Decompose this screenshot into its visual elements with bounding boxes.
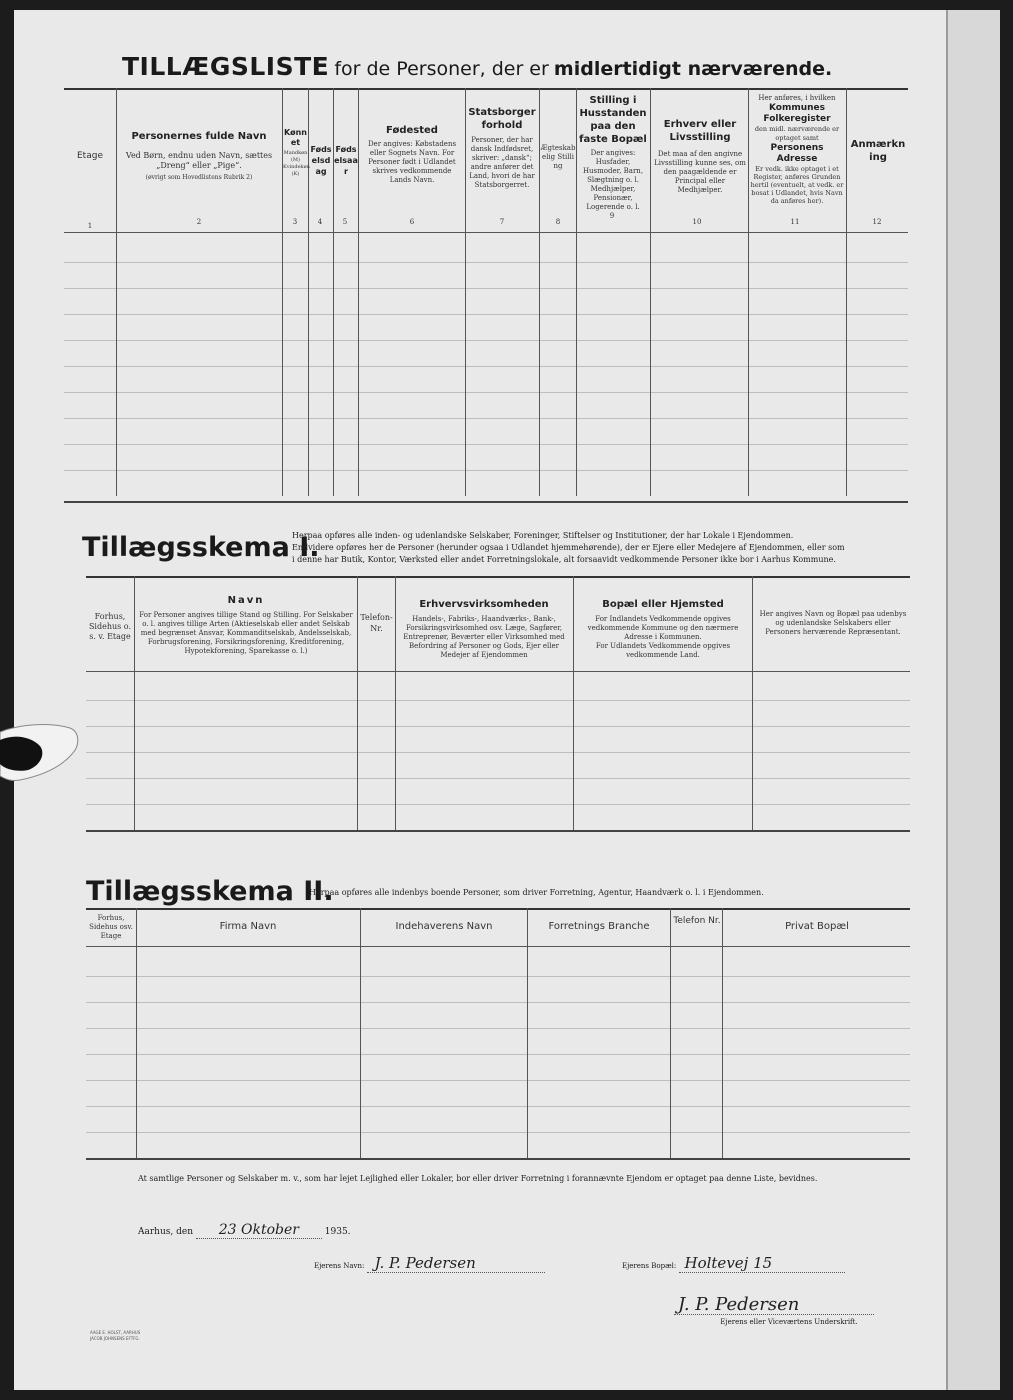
- col-number: 2: [196, 218, 202, 226]
- census-form-page: [14, 10, 946, 1390]
- s2-header-branche: Forretnings Branche: [548, 921, 650, 932]
- owner-address-label: Ejerens Bopæl:: [622, 1262, 677, 1270]
- date-handwritten: 23 Oktober: [196, 1222, 322, 1239]
- header-etage: Etage: [77, 151, 103, 161]
- header-statsborger: Statsborgerforhold Personer, der har dansk Indfødsret, skriver: „dansk“; andre anfører det Land, hvori de har Statsborgerret.: [468, 107, 536, 189]
- printer-imprint: AAGE E. HOLST, AARHUS JACOB JOHNSENS EFTFG.: [90, 1330, 141, 1341]
- col-number: 6: [409, 218, 415, 226]
- tillaegsliste-title: [122, 52, 922, 81]
- skema2-intro: Herpaa opføres alle indenbys boende Personer, som driver Forretning, Agentur, Haandværk o. l. i Ejendommen.: [309, 888, 764, 897]
- title-rest-bold: midlertidigt nærværende.: [553, 58, 833, 80]
- header-konnet: Kønnet Mandkøn (M) Kvindekøn (K): [283, 128, 310, 177]
- skema1-table: [86, 576, 910, 832]
- s2-header-telefon: Telefon Nr.: [673, 916, 721, 926]
- s2-header-forhus: Forhus, Sidehus osv. Etage: [89, 914, 133, 940]
- header-fodselsaar: Fødselsaar: [334, 145, 358, 176]
- header-fodested: Fødested Der angives: Købstadens eller Sognets Navn. For Personer født i Udlandet skrives vedkommende Lands Navn.: [367, 125, 457, 184]
- adjacent-page-edge: [946, 10, 1000, 1390]
- owner-name-label: Ejerens Navn:: [314, 1262, 365, 1270]
- s1-header-telefon: Telefon-Nr.: [360, 613, 393, 633]
- signature-label: Ejerens eller Viceværtens Underskrift.: [720, 1318, 858, 1326]
- attestation-statement: At samtlige Personer og Selskaber m. v., som har lejet Lejlighed eller Lokaler, bor eller driver Forretning i forannævnte Ejendom er optaget paa denne Liste, bevidnes.: [138, 1174, 818, 1183]
- s1-header-bopael: Bopæl eller Hjemsted For Indlandets Vedkommende opgives vedkommende Kommune og den nærmere Adresse i Kommunen. For Udlandets Vedkommende opgives vedkommende Land.: [587, 599, 739, 659]
- header-erhverv: Erhverv eller Livsstilling Det maa af den angivne Livsstilling kunne ses, om den paagældende er Principal eller Medhjælper.: [654, 119, 746, 194]
- s1-header-forhus: Forhus, Sidehus o. s. v. Etage: [88, 612, 132, 641]
- s2-header-firma: Firma Navn: [219, 921, 277, 932]
- s1-header-navn: Navn For Personer angives tillige Stand og Stilling. For Selskaber o. l. angives tillige Arten (Aktieselskab eller andet Selskab med begrænset Ansvar, Kommanditselskab, Andelsselskab, Forbrugsforening, Forsikringsforening, Kreditforening, Hypotekforening, Sparekasse o. l.): [139, 595, 353, 655]
- col-number: 10: [692, 218, 702, 226]
- year: 1935.: [324, 1227, 351, 1237]
- header-navn: Personernes fulde Navn Ved Børn, endnu uden Navn, sættes „Dreng“ eller „Pige“. (øvrigt som Hovedlistens Rubrik 2): [125, 131, 273, 181]
- owner-address-value: Holtevej 15: [679, 1254, 845, 1273]
- title-main: TILLÆGSLISTE: [122, 52, 330, 81]
- date-line: [138, 1222, 398, 1242]
- header-fodselsdag: Fødselsdag: [310, 145, 332, 176]
- s1-header-erhverv: Erhvervsvirksomheden Handels-, Fabriks-, Haandværks-, Bank-, Forsikringsvirksomhed osv. Læge, Sagfører, Entreprenør, Beværter eller Virksomhed med Befordring af Personer og Gods, Ejer eller Medejer af Ejendommen: [403, 599, 565, 659]
- col-number: 1: [87, 222, 93, 230]
- col-number: 5: [342, 218, 348, 226]
- skema2-table: [86, 908, 910, 1160]
- col-number: 12: [872, 218, 882, 226]
- skema1-intro: Herpaa opføres alle inden- og udenlandske Selskaber, Foreninger, Stiftelser og Institutioner, der har Lokale i Ejendommen. Endvidere opføres her de Personer (herunder ogsaa i Udlandet hjemmehørende), der er Ejere eller Medejere af Ejendommen, eller som i denne har Butik, Kontor, Værksted eller andet Forretningslokale, alt forsaavidt vedkommende Personer ikke bor i Aarhus Kommune.: [292, 531, 845, 564]
- col-number: 9: [609, 212, 615, 220]
- signature: J. P. Pedersen: [678, 1294, 800, 1315]
- col-number: 7: [499, 218, 505, 226]
- col-number: 11: [790, 218, 800, 226]
- col-number: 8: [555, 218, 561, 226]
- binder-clip-icon: [0, 720, 80, 790]
- title-rest: for de Personer, der er: [334, 58, 549, 80]
- header-aegteskabelig: Ægteskabelig Stilling: [540, 144, 576, 170]
- header-stilling: Stilling i Husstanden paa den faste Bopæl Der angives: Husfader, Husmoder, Barn, Slægtning o. l. Medhjælper, Pensionær, Logerende o. l.: [579, 95, 647, 211]
- col-number: 4: [317, 218, 323, 226]
- skema1-title: Tillægsskema I.: [82, 532, 320, 563]
- header-kommune: Her anføres, i hvilken Kommunes Folkeregister den midl. nærværende er optaget samt Personens Adresse Er vedk. ikke optaget i et Register, anføres Grunden hertil (eventuelt, at vedk. er bosat i Udlandet, hvis Navn da anføres her).: [750, 94, 844, 205]
- s2-header-bopael: Privat Bopæl: [785, 921, 849, 932]
- tillaegsliste-table: [64, 88, 908, 508]
- skema2-title: Tillægsskema II.: [86, 876, 334, 907]
- owner-name-value: J. P. Pedersen: [367, 1254, 545, 1273]
- owner-address-line: [622, 1254, 872, 1273]
- s2-header-indehaver: Indehaverens Navn: [395, 921, 493, 932]
- city: Aarhus,: [138, 1227, 174, 1237]
- den-label: den: [176, 1227, 194, 1237]
- header-anmaerkning: Anmærkning: [850, 139, 906, 163]
- owner-name-line: [314, 1254, 574, 1273]
- col-number: 3: [292, 218, 298, 226]
- s1-header-repr: Her angives Navn og Bopæl paa udenbys og udenlandske Selskabers eller Personers herværende Repræsentant.: [759, 610, 907, 636]
